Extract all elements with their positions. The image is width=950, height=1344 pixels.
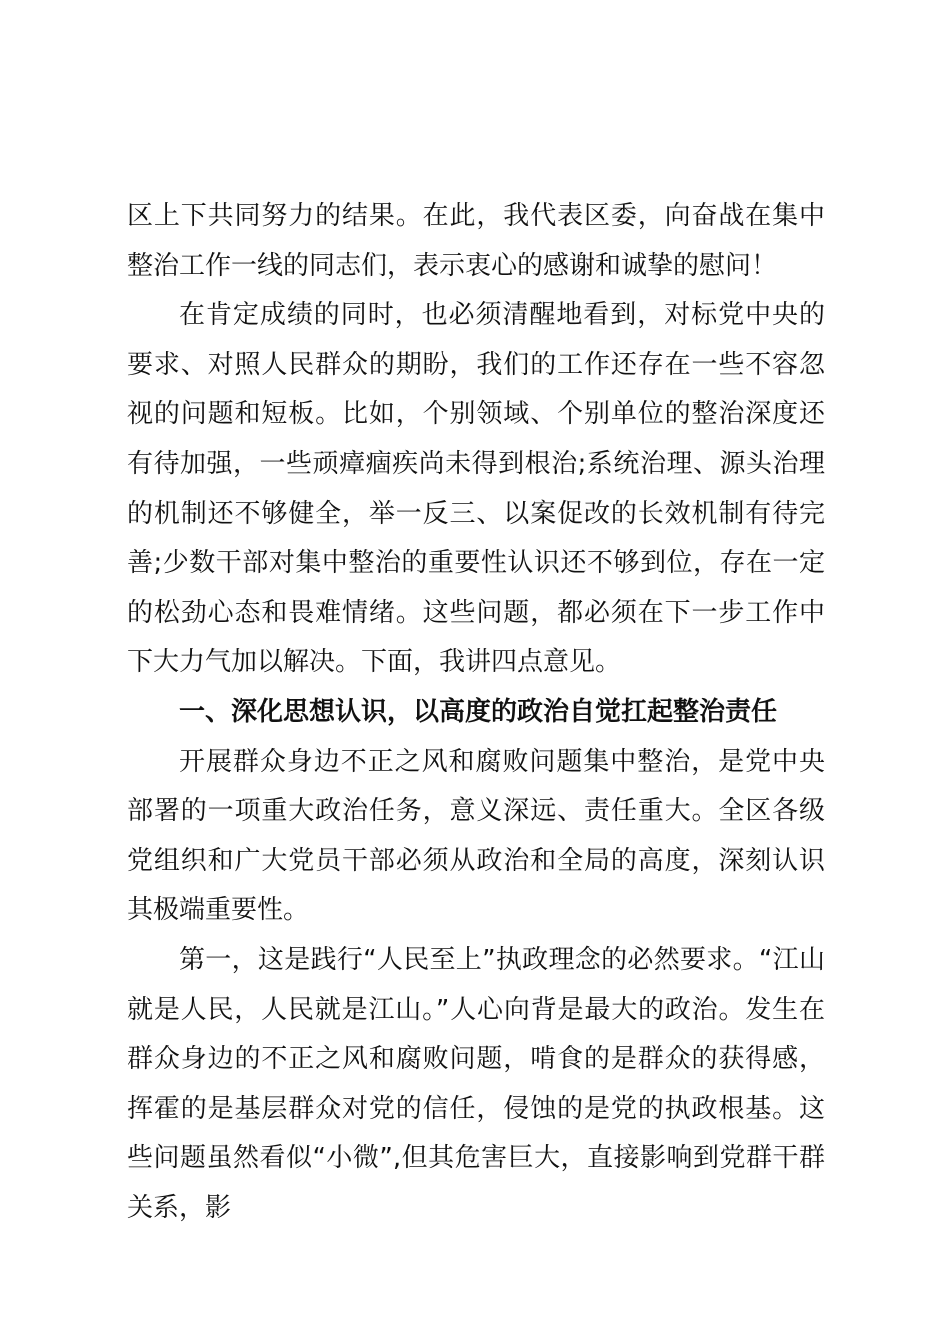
- paragraph-continuation: 区上下共同努力的结果。在此，我代表区委，向奋战在集中整治工作一线的同志们，表示衷心的感谢和诚挚的慰问！: [127, 201, 825, 281]
- section-heading: 一、深化思想认识，以高度的政治自觉扛起整治责任: [179, 696, 778, 727]
- document-body: [127, 192, 825, 1233]
- paragraph-point-one: 第一，这是践行“人民至上”执政理念的必然要求。“江山就是人民，人民就是江山。”人心向背是最大的政治。发生在群众身边的不正之风和腐败问题，啃食的是群众的获得感，挥霍的是基层群众对党的信任，侵蚀的是党的执政根基。这些问题虽然看似“小微”,但其危害巨大，直接影响到党群干群关系，影: [127, 944, 825, 1223]
- paragraph-shortcomings: 在肯定成绩的同时，也必须清醒地看到，对标党中央的要求、对照人民群众的期盼，我们的工作还存在一些不容忽视的问题和短板。比如，个别领域、个别单位的整治深度还有待加强，一些顽瘴痼疾尚未得到根治;系统治理、源头治理的机制还不够健全，举一反三、以案促改的长效机制有待完善;少数干部对集中整治的重要性认识还不够到位，存在一定的松劲心态和畏难情绪。这些问题，都必须在下一步工作中下大力气加以解决。下面，我讲四点意见。: [127, 300, 825, 678]
- paragraph-section-intro: 开展群众身边不正之风和腐败问题集中整治，是党中央部署的一项重大政治任务，意义深远、责任重大。全区各级党组织和广大党员干部必须从政治和全局的高度，深刻认识其极端重要性。: [127, 746, 825, 926]
